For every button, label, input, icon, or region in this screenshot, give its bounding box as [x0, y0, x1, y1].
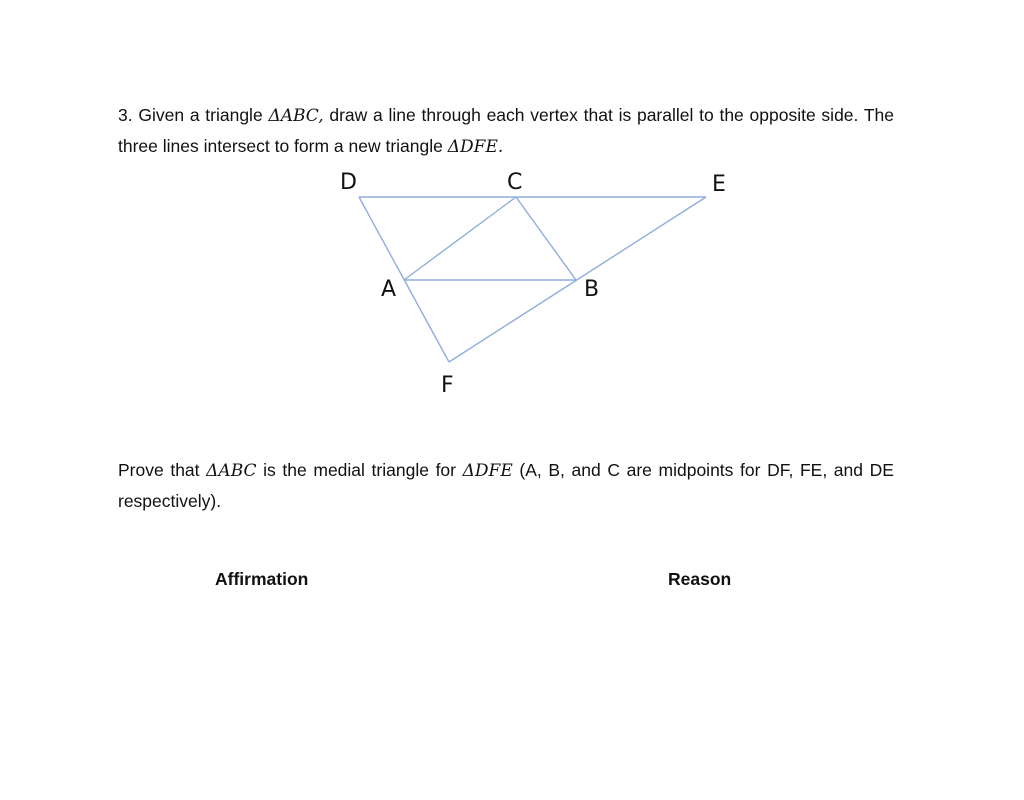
- proof-statement: [118, 455, 894, 516]
- line-ac: [404, 197, 516, 280]
- triangle-abc-symbol: ΔABC: [268, 106, 319, 126]
- problem-middle-text: draw a line through each vertex that is parallel to the opposite side. The three lines intersect to form a new triangle: [118, 105, 894, 156]
- vertex-label-c: C: [507, 170, 523, 195]
- vertex-label-d: D: [340, 170, 357, 195]
- triangle-abc-symbol: ΔABC: [206, 461, 257, 481]
- line-fe: [449, 197, 706, 362]
- period: .: [497, 137, 504, 157]
- problem-number: 3.: [118, 105, 133, 125]
- prove-end-text: (A, B, and C are midpoints for DF, FE, and DE respectively).: [118, 460, 894, 511]
- comma: ,: [318, 106, 324, 126]
- triangle-dfe-symbol: ΔDFE: [462, 461, 513, 481]
- triangle-dfe-symbol: ΔDFE: [447, 137, 498, 157]
- line-df: [359, 197, 449, 362]
- reason-header: Reason: [668, 569, 732, 589]
- vertex-label-a: A: [381, 277, 397, 302]
- vertex-label-b: B: [584, 277, 600, 302]
- vertex-label-f: F: [441, 373, 454, 398]
- problem-statement: [118, 100, 894, 162]
- problem-intro: Given a triangle: [138, 105, 263, 125]
- vertex-label-e: E: [712, 172, 726, 197]
- prove-middle-text: is the medial triangle for: [263, 460, 456, 480]
- affirmation-header: Affirmation: [215, 569, 309, 589]
- line-cb: [516, 197, 576, 280]
- prove-intro: Prove that: [118, 460, 200, 480]
